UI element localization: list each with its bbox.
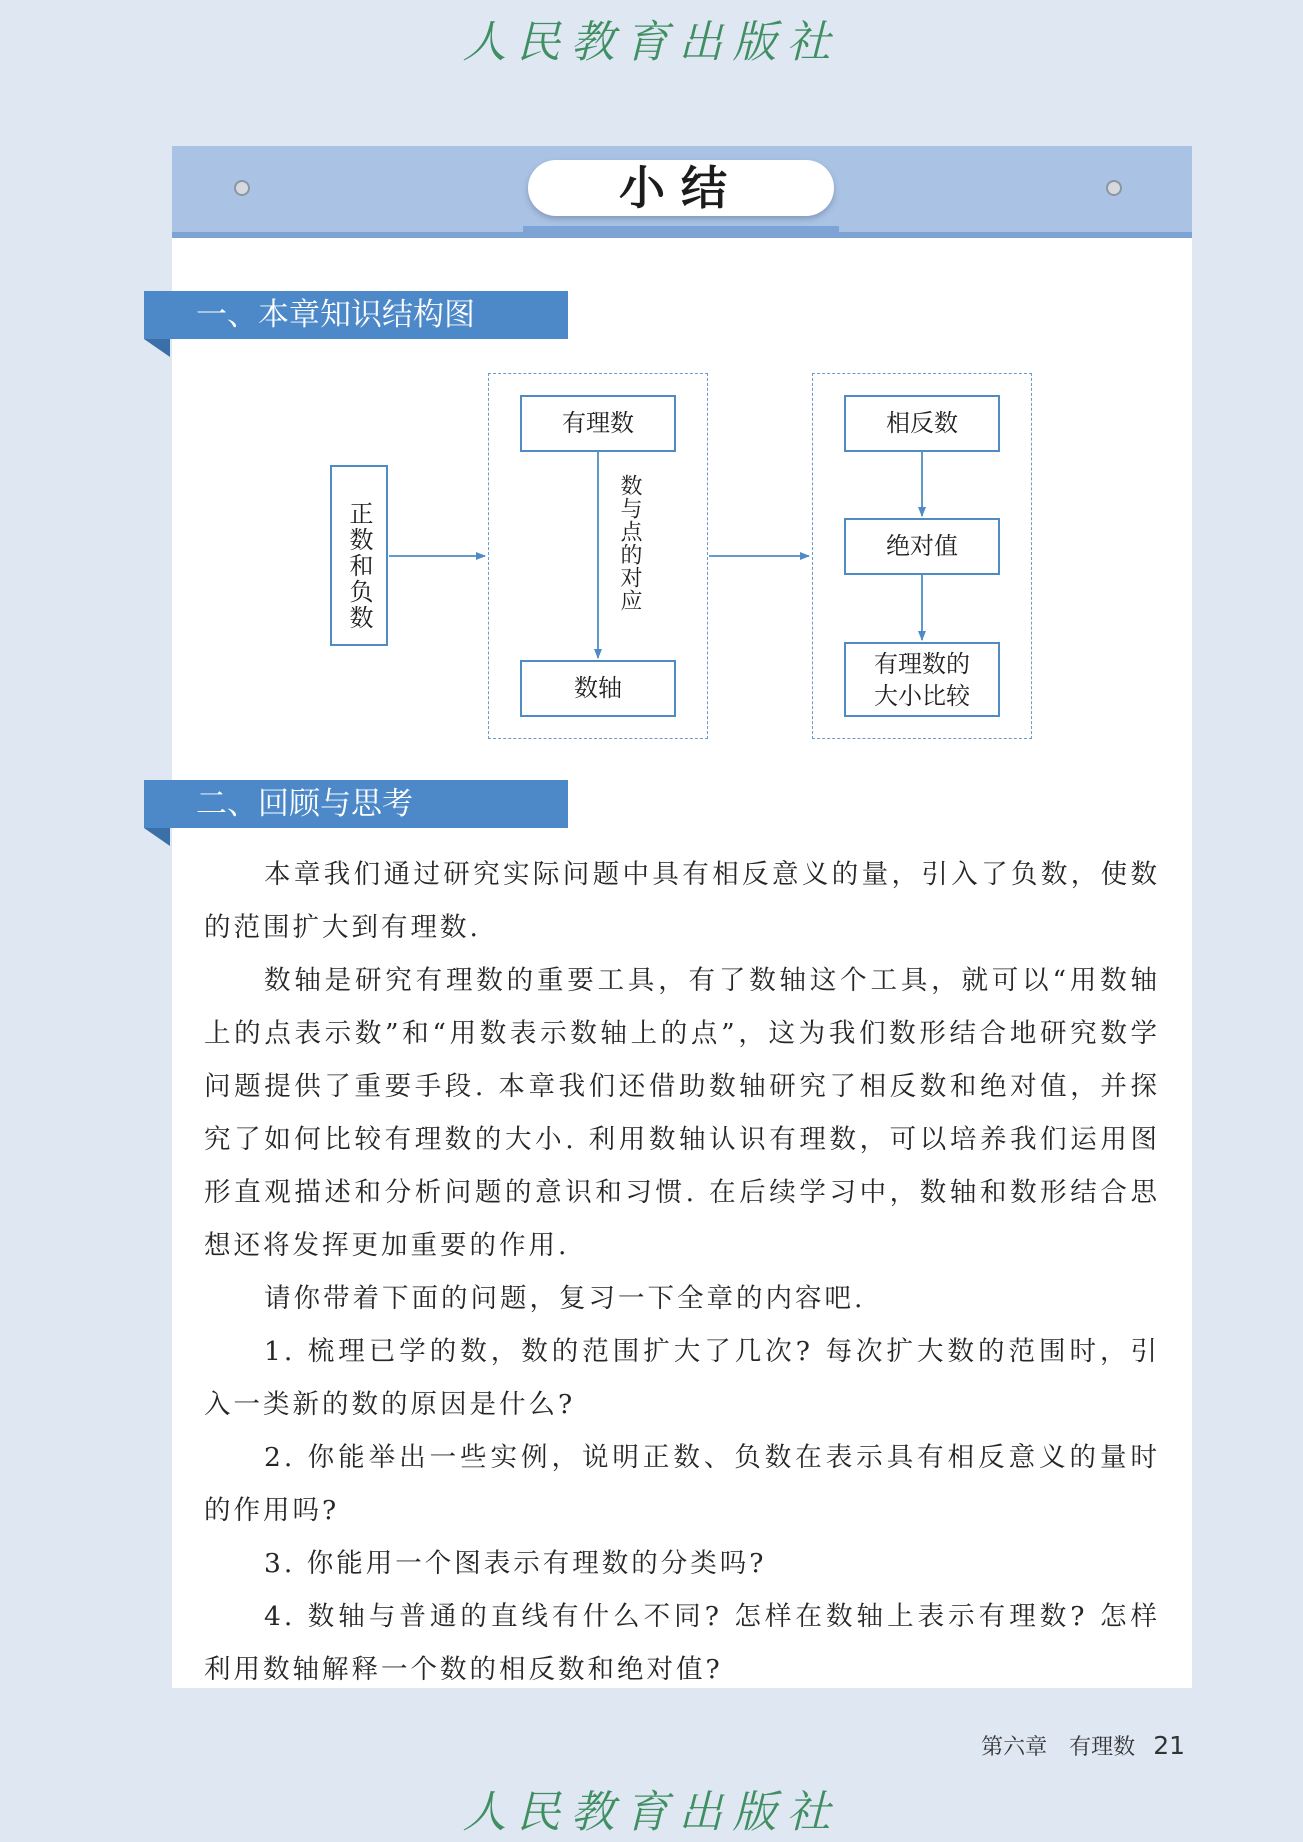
footer-chapter-title: 有理数 [1069,1735,1136,1760]
node-compare-line1: 有理数的 [874,650,970,678]
question-1: 1. 梳理已学的数，数的范围扩大了几次? 每次扩大数的范围时，引入一类新的数的原因是什么? [204,1336,1160,1420]
question-4: 4. 数轴与普通的直线有什么不同? 怎样在数轴上表示有理数? 怎样利用数轴解释一个数的相反数和绝对值? [204,1601,1160,1685]
diagram-arrows [0,0,1303,900]
review-text [204,848,1160,1696]
node-rational-number: 有理数 [520,395,676,452]
page-number: 21 [1153,1731,1185,1760]
publisher-logo-bottom: 人民教育出版社 [462,1787,841,1838]
question-2: 2. 你能举出一些实例，说明正数、负数在表示具有相反意义的量时的作用吗? [204,1442,1160,1526]
section-fold-decoration-2 [144,828,170,846]
paragraph-prompt: 请你带着下面的问题，复习一下全章的内容吧. [264,1283,866,1314]
node-absolute-value: 绝对值 [844,518,1000,575]
paragraph-number-line: 数轴是研究有理数的重要工具，有了数轴这个工具，就可以“用数轴上的点表示数”和“用数表示数轴上的点”，这为我们数形结合地研究数学问题提供了重要手段. 本章我们还借助数轴研究了相反数和绝对值，并探究了如何比较有理数的大小. 利用数轴认识有理数，可以培养我们运用图形直观描述和分析问题的意识和习惯. 在后续学习中，数轴和数形结合思想还将发挥更加重要的作用. [204,965,1160,1261]
node-positive-negative: 正数和负数 [330,465,388,646]
paragraph-intro: 本章我们通过研究实际问题中具有相反意义的量，引入了负数，使数的范围扩大到有理数. [204,859,1160,943]
page-title: 小结 [528,160,834,216]
section-heading-structure: 一、本章知识结构图 [144,291,568,339]
section-heading-review: 二、回顾与思考 [144,780,568,828]
node-opposite-number: 相反数 [844,395,1000,452]
question-3: 3. 你能用一个图表示有理数的分类吗? [264,1548,767,1579]
edge-label-number-point: 数与点的对应 [617,474,642,612]
footer-chapter: 第六章 [981,1735,1048,1760]
node-compare-line2: 大小比较 [874,682,970,710]
page-footer [981,1730,1185,1761]
publisher-logo-top: 人民教育出版社 [462,17,841,68]
node-number-line: 数轴 [520,660,676,717]
